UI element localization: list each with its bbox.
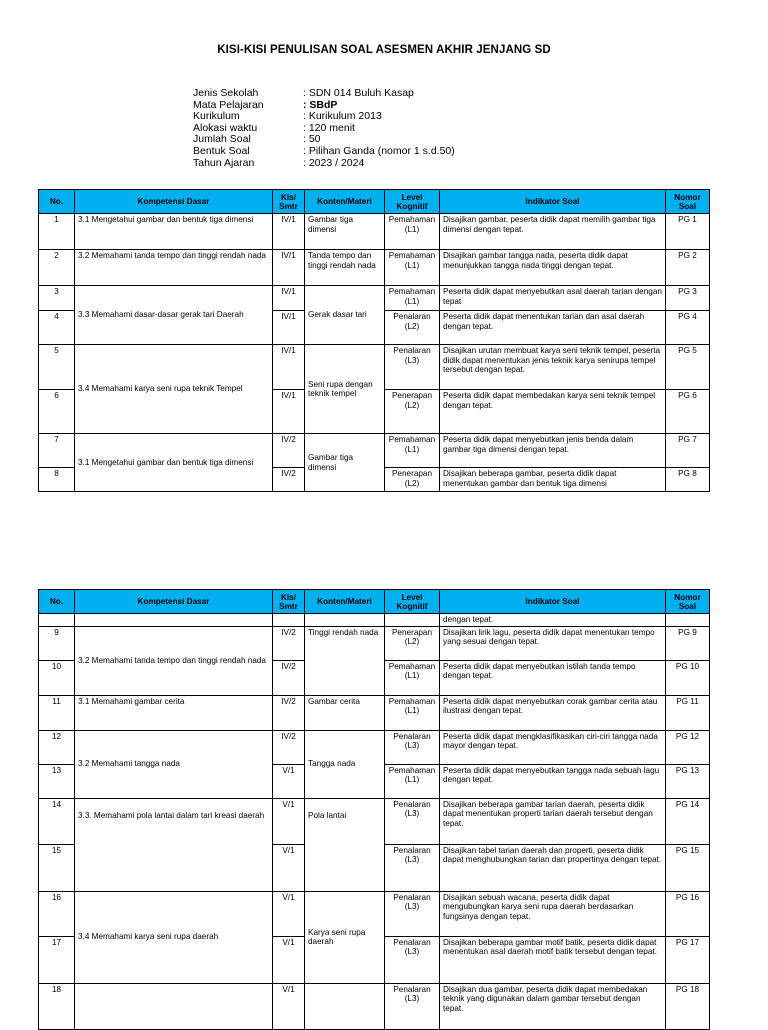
row-indikator: Disajikan sebuah wacana, peserta didik dapat mengubungkan karya seni rupa daerah berdasarkan fungsinya dengan tepat. — [440, 891, 666, 936]
table-row — [39, 434, 710, 468]
table-header-row — [39, 590, 710, 614]
row-kls: IV/1 — [273, 286, 305, 311]
header-nomor-soal: Nomor Soal — [666, 590, 710, 614]
row-nomor: PG 15 — [666, 844, 710, 891]
meta-label: Alokasi waktu — [193, 121, 258, 134]
header-konten-materi: Konten/Materi — [305, 190, 385, 214]
row-kls: IV/1 — [273, 214, 305, 250]
table-row — [39, 983, 710, 1029]
meta-label: Jumlah Soal — [193, 133, 251, 146]
row-level: Penalaran (L2) — [385, 311, 440, 345]
row-konten: Tinggi rendah nada — [305, 626, 385, 695]
row-no: 12 — [39, 730, 75, 764]
row-kls: V/1 — [273, 983, 305, 1029]
table-row — [39, 214, 710, 250]
row-indikator: Peserta didik dapat menentukan tarian dan asal daerah dengan tepat. — [440, 311, 666, 345]
table-row — [39, 891, 710, 936]
row-level: Penerapan (L2) — [385, 626, 440, 660]
row-indikator: Peserta didik dapat menyebutkan asal daerah tarian dengan tepat — [440, 286, 666, 311]
row-level: Pemahaman (L1) — [385, 695, 440, 730]
row-no: 17 — [39, 936, 75, 983]
row-kompetensi-dasar: 3.2 Memahami tangga nada — [75, 730, 273, 798]
row-kls: V/1 — [273, 764, 305, 798]
row-konten: Tanda tempo dan tinggi rendah nada — [305, 250, 385, 286]
row-indikator: Disajikan tabel tarian daerah dan properti, peserta didik dapat menghubungkan tarian dan propertinya dengan tepat. — [440, 844, 666, 891]
row-kls: IV/2 — [273, 434, 305, 468]
row-kompetensi-dasar: 3.3 Memahami dasar-dasar gerak tari Daerah — [75, 286, 273, 345]
row-kompetensi-dasar — [75, 614, 273, 627]
row-no: 7 — [39, 434, 75, 468]
header-nomor-soal: Nomor Soal — [666, 190, 710, 214]
row-no: 3 — [39, 286, 75, 311]
row-nomor — [666, 614, 710, 627]
header-no: No. — [39, 190, 75, 214]
header-indikator-soal: Indikator Soal — [440, 190, 666, 214]
row-level: Penalaran (L3) — [385, 844, 440, 891]
row-nomor: PG 18 — [666, 983, 710, 1029]
row-level: Penerapan (L2) — [385, 468, 440, 492]
row-kompetensi-dasar: 3.1 Mengetahui gambar dan bentuk tiga dimensi — [75, 214, 273, 250]
row-nomor: PG 13 — [666, 764, 710, 798]
row-indikator: Disajikan gambar, peserta didik dapat memilih gambar tiga dimensi dengan tepat. — [440, 214, 666, 250]
row-nomor: PG 17 — [666, 936, 710, 983]
row-konten: Karya seni rupa daerah — [305, 891, 385, 983]
row-no — [39, 614, 75, 627]
row-no: 2 — [39, 250, 75, 286]
row-kls: IV/2 — [273, 468, 305, 492]
row-kompetensi-dasar: 3.4 Memahami karya seni rupa daerah — [75, 891, 273, 983]
row-level: Pemahaman (L1) — [385, 250, 440, 286]
row-no: 1 — [39, 214, 75, 250]
row-level: Pemahaman (L1) — [385, 764, 440, 798]
table-header-row — [39, 190, 710, 214]
table-row — [39, 730, 710, 764]
meta-value: : Kurikulum 2013 — [303, 110, 382, 123]
meta-value: : SBdP — [303, 98, 338, 111]
meta-row — [193, 88, 455, 100]
header-indikator-soal: Indikator Soal — [440, 590, 666, 614]
row-level: Penalaran (L3) — [385, 983, 440, 1029]
row-no: 4 — [39, 311, 75, 345]
row-kompetensi-dasar: 3.1 Memahami gambar cerita — [75, 695, 273, 730]
row-indikator: Peserta didik dapat mengklasifikasikan ciri-ciri tangga nada mayor dengan tepat. — [440, 730, 666, 764]
row-indikator: Disajikan lirik lagu, peserta didik dapat menentukan tempo yang sesuai dengan tepat. — [440, 626, 666, 660]
row-level: Pemahaman (L1) — [385, 434, 440, 468]
row-no: 5 — [39, 345, 75, 390]
meta-label: Mata Pelajaran — [193, 98, 264, 111]
row-nomor: PG 1 — [666, 214, 710, 250]
row-kls: IV/2 — [273, 660, 305, 695]
row-konten — [305, 983, 385, 1029]
row-kompetensi-dasar: 3.1 Mengetahui gambar dan bentuk tiga dimensi — [75, 434, 273, 492]
row-no: 6 — [39, 390, 75, 434]
row-no: 15 — [39, 844, 75, 891]
row-nomor: PG 11 — [666, 695, 710, 730]
row-kompetensi-dasar: 3.3. Memahami pola lantai dalam tari kreasi daerah — [75, 798, 273, 891]
row-konten: Seni rupa dengan teknik tempel — [305, 345, 385, 434]
row-kompetensi-dasar: 3.4 Memahami karya seni rupa teknik Tempel — [75, 345, 273, 434]
row-no: 10 — [39, 660, 75, 695]
meta-value: : 2023 / 2024 — [303, 156, 365, 169]
row-nomor: PG 8 — [666, 468, 710, 492]
row-no: 9 — [39, 626, 75, 660]
row-level: Penalaran (L3) — [385, 345, 440, 390]
document-title: KISI-KISI PENULISAN SOAL ASESMEN AKHIR JENJANG SD — [217, 44, 551, 56]
row-nomor: PG 7 — [666, 434, 710, 468]
row-level: Penalaran (L3) — [385, 891, 440, 936]
row-kls: V/1 — [273, 798, 305, 844]
row-nomor: PG 9 — [666, 626, 710, 660]
table-row — [39, 286, 710, 311]
header-konten-materi: Konten/Materi — [305, 590, 385, 614]
row-nomor: PG 2 — [666, 250, 710, 286]
row-no: 13 — [39, 764, 75, 798]
row-kls: IV/1 — [273, 250, 305, 286]
row-indikator: dengan tepat. — [440, 614, 666, 627]
header-kompetensi-dasar: Kompetensi Dasar — [75, 590, 273, 614]
table-row — [39, 798, 710, 844]
row-kls: IV/1 — [273, 345, 305, 390]
header-level-kognitif: Level Kognitif — [385, 590, 440, 614]
row-no: 11 — [39, 695, 75, 730]
row-konten: Gambar cerita — [305, 695, 385, 730]
row-indikator: Disajikan urutan membuat karya seni teknik tempel, peserta didik dapat menentukan jenis teknik karya senirupa tempel tersebut dengan tepat. — [440, 345, 666, 390]
header-kls-smtr: Kls/ Smtr — [273, 190, 305, 214]
kisi-kisi-table-2 — [38, 589, 710, 1030]
row-kls — [273, 614, 305, 627]
row-nomor: PG 4 — [666, 311, 710, 345]
row-level: Penerapan (L2) — [385, 390, 440, 434]
row-indikator: Peserta didik dapat menyebutkan tangga nada sebuah lagu dengan tepat. — [440, 764, 666, 798]
row-indikator: Disajikan dua gambar, peserta didik dapat membedakan teknik yang digunakan dalam gambar tersebut dengan tepat. — [440, 983, 666, 1029]
row-konten: Tangga nada — [305, 730, 385, 798]
row-nomor: PG 14 — [666, 798, 710, 844]
row-no: 18 — [39, 983, 75, 1029]
row-kls: IV/2 — [273, 695, 305, 730]
row-kls: IV/2 — [273, 626, 305, 660]
meta-value: : 120 menit — [303, 121, 355, 134]
meta-value: : SDN 014 Buluh Kasap — [303, 87, 414, 99]
row-indikator: Peserta didik dapat membedakan karya seni teknik tempel dengan tepat. — [440, 390, 666, 434]
table-row — [39, 626, 710, 660]
row-nomor: PG 16 — [666, 891, 710, 936]
row-kompetensi-dasar: 3.2 Memahami tanda tempo dan tinggi rendah nada — [75, 626, 273, 695]
kisi-kisi-table-1 — [38, 189, 710, 492]
meta-label: Tahun Ajaran — [193, 156, 255, 169]
row-level: Penalaran (L3) — [385, 936, 440, 983]
row-indikator: Disajikan gambar tangga nada, peserta didik dapat menunjukkan tangga nada tinggi dengan tepat. — [440, 250, 666, 286]
row-kls: IV/2 — [273, 730, 305, 764]
row-kls: V/1 — [273, 891, 305, 936]
header-level-kognitif: Level Kognitif — [385, 190, 440, 214]
row-nomor: PG 5 — [666, 345, 710, 390]
row-konten: Gambar tiga dimensi — [305, 434, 385, 492]
row-indikator: Disajikan beberapa gambar tarian daerah, peserta didik dapat menentukan properti tarian daerah tersebut dengan tepat. — [440, 798, 666, 844]
header-no: No. — [39, 590, 75, 614]
row-level: Pemahaman (L1) — [385, 214, 440, 250]
table-continuation-row — [39, 614, 710, 627]
row-level — [385, 614, 440, 627]
meta-row — [193, 146, 455, 158]
header-kompetensi-dasar: Kompetensi Dasar — [75, 190, 273, 214]
meta-value: : 50 — [303, 133, 321, 146]
row-no: 14 — [39, 798, 75, 844]
row-no: 16 — [39, 891, 75, 936]
row-indikator: Disajikan beberapa gambar, peserta didik dapat menentukan gambar dan bentuk tiga dimensi — [440, 468, 666, 492]
row-no: 8 — [39, 468, 75, 492]
row-kls: IV/1 — [273, 311, 305, 345]
row-level: Pemahaman (L1) — [385, 286, 440, 311]
meta-row — [193, 158, 455, 170]
row-indikator: Peserta didik dapat menyebutkan jenis benda dalam gambar tiga dimensi dengan tepat. — [440, 434, 666, 468]
row-kls: IV/1 — [273, 390, 305, 434]
table-row — [39, 345, 710, 390]
row-kls: V/1 — [273, 936, 305, 983]
row-kompetensi-dasar — [75, 983, 273, 1029]
meta-label: Jenis Sekolah — [193, 87, 259, 99]
row-konten: Pola lantai — [305, 798, 385, 891]
row-level: Pemahaman (L1) — [385, 660, 440, 695]
row-nomor: PG 10 — [666, 660, 710, 695]
row-kls: V/1 — [273, 844, 305, 891]
row-konten: Gambar tiga dimensi — [305, 214, 385, 250]
row-indikator: Peserta didik dapat menyebutkan corak gambar cerita atau ilustrasi dengan tepat. — [440, 695, 666, 730]
meta-value: : Pilihan Ganda (nomor 1 s.d.50) — [303, 144, 455, 157]
row-nomor: PG 3 — [666, 286, 710, 311]
row-konten — [305, 614, 385, 627]
table-row — [39, 695, 710, 730]
header-kls-smtr: Kls/ Smtr — [273, 590, 305, 614]
row-kompetensi-dasar: 3.2 Memahami tanda tempo dan tinggi rendah nada — [75, 250, 273, 286]
row-nomor: PG 6 — [666, 390, 710, 434]
row-level: Penalaran (L3) — [385, 798, 440, 844]
document-meta — [193, 88, 455, 169]
table-row — [39, 250, 710, 286]
meta-label: Bentuk Soal — [193, 144, 250, 157]
row-konten: Gerak dasar tari — [305, 286, 385, 345]
row-indikator: Disajikan beberapa gambar motif batik, peserta didik dapat menentukan asal daerah motif batik tersebut dengan tepat. — [440, 936, 666, 983]
row-level: Penalaran (L3) — [385, 730, 440, 764]
row-nomor: PG 12 — [666, 730, 710, 764]
row-indikator: Peserta didik dapat menyebutkan istilah tanda tempo dengan tepat. — [440, 660, 666, 695]
meta-label: Kurikulum — [193, 110, 240, 123]
